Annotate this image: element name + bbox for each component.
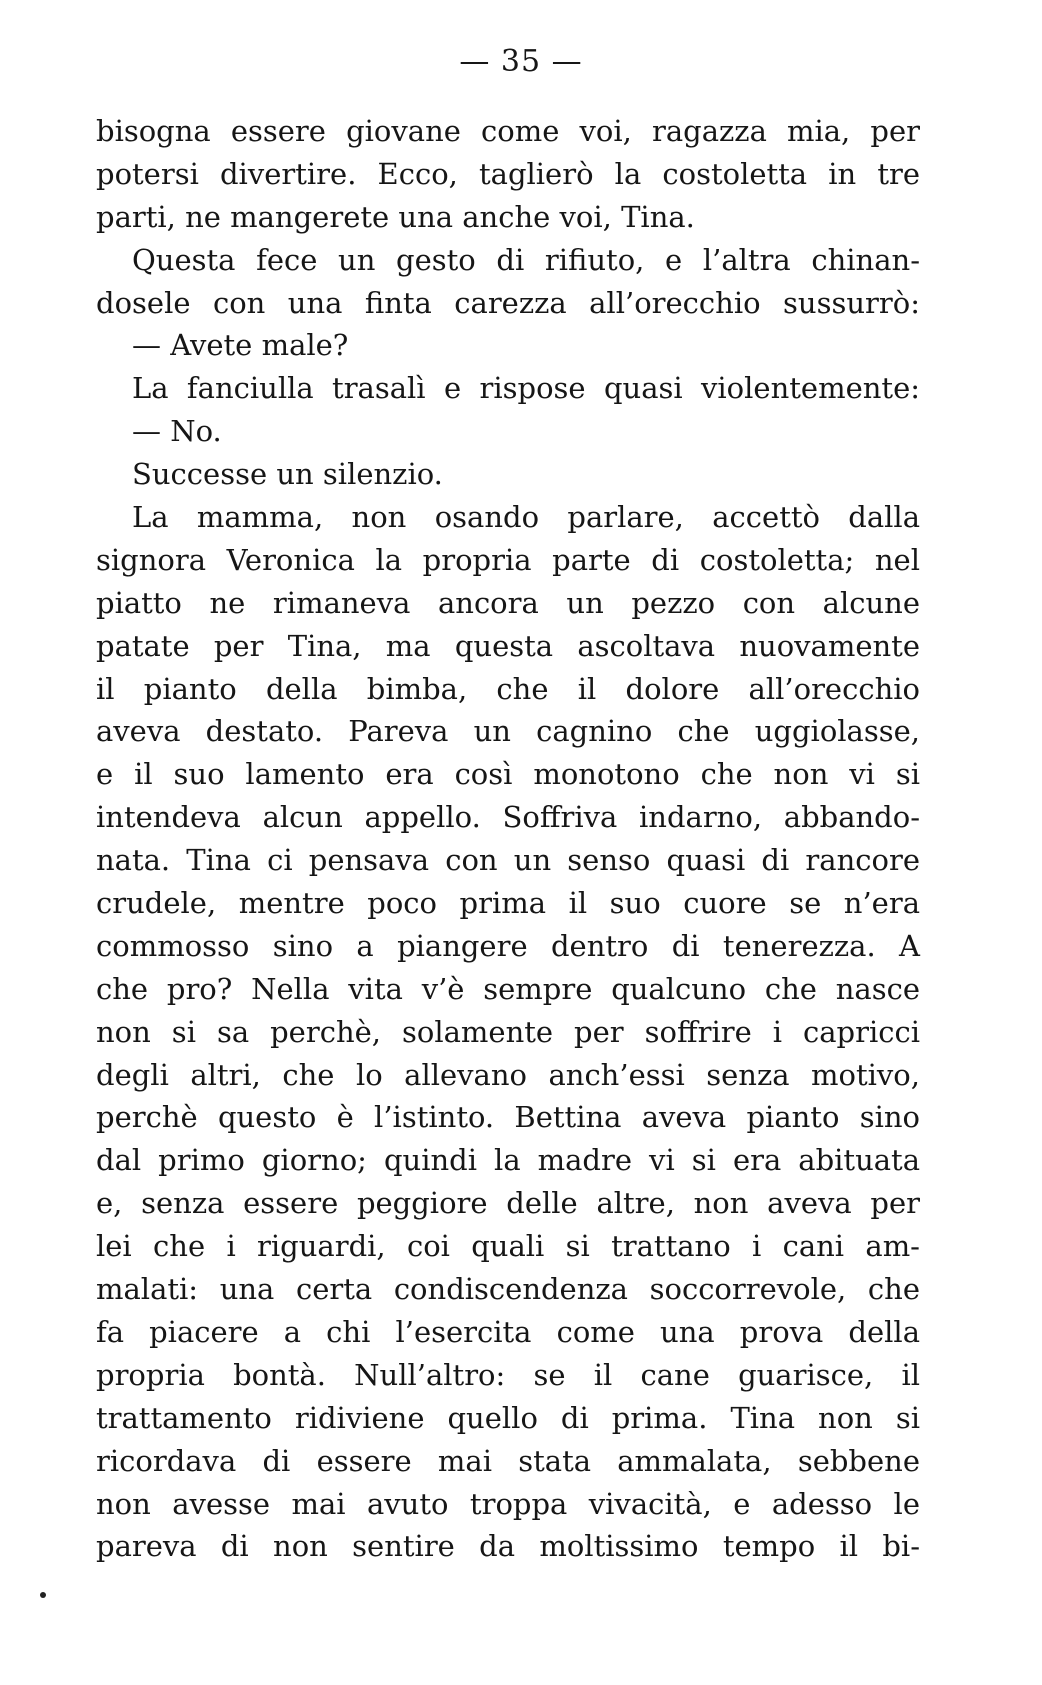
text-line: non si sa perchè, solamente per soffrire i capricci [96,1014,920,1049]
text-line: aveva destato. Pareva un cagnino che uggiolasse, [96,714,920,749]
text-line: malati: una certa condiscendenza soccorrevole, che [96,1272,920,1307]
text-line: dal primo giorno; quindi la madre vi si era abituata [96,1143,920,1178]
text-line: crudele, mentre poco prima il suo cuore se n’era [96,886,920,921]
text-line: fa piacere a chi l’esercita come una prova della [96,1314,920,1349]
text-line: patate per Tina, ma questa ascoltava nuovamente [96,628,920,663]
text-line: il pianto della bimba, che il dolore all’orecchio [96,671,920,706]
print-speck [40,1592,46,1598]
text-line: potersi divertire. Ecco, taglierò la costoletta in tre [96,156,920,191]
text-line: pareva di non sentire da moltissimo tempo il bi- [96,1529,920,1564]
text-line: Successe un silenzio. [132,457,443,492]
text-line: La mamma, non osando parlare, accettò dalla [132,500,920,535]
text-line: intendeva alcun appello. Soffriva indarno, abbando- [96,800,920,835]
text-line: e, senza essere peggiore delle altre, non aveva per [96,1186,920,1221]
text-line: — No. [132,414,222,449]
text-line: perchè questo è l’istinto. Bettina aveva pianto sino [96,1100,920,1135]
text-line: trattamento ridiviene quello di prima. Tina non si [96,1400,920,1435]
text-line: propria bontà. Null’altro: se il cane guarisce, il [96,1357,920,1392]
text-line: ricordava di essere mai stata ammalata, sebbene [96,1443,920,1478]
text-line: non avesse mai avuto troppa vivacità, e adesso le [96,1486,920,1521]
text-line: che pro? Nella vita v’è sempre qualcuno che nasce [96,971,920,1006]
text-line: bisogna essere giovane come voi, ragazza mia, per [96,114,920,148]
text-line: Questa fece un gesto di rifiuto, e l’altra chinan- [132,242,920,277]
text-line: parti, ne mangerete una anche voi, Tina. [96,199,695,234]
body-text [96,110,920,1568]
text-line: nata. Tina ci pensava con un senso quasi di rancore [96,843,920,878]
text-line: degli altri, che lo allevano anch’essi senza motivo, [96,1057,920,1092]
text-line: piatto ne rimaneva ancora un pezzo con alcune [96,585,920,620]
text-line: signora Veronica la propria parte di costoletta; nel [96,542,920,577]
page-number: — 35 — [459,44,583,79]
text-line: dosele con una finta carezza all’orecchio sussurrò: [96,285,920,320]
text-line: La fanciulla trasalì e rispose quasi violentemente: [132,371,920,406]
text-line: lei che i riguardi, coi quali si trattano i cani am- [96,1229,920,1264]
text-line: — Avete male? [132,328,349,363]
text-line: commosso sino a piangere dentro di tenerezza. A [96,928,920,963]
text-line: e il suo lamento era così monotono che non vi si [96,757,920,792]
